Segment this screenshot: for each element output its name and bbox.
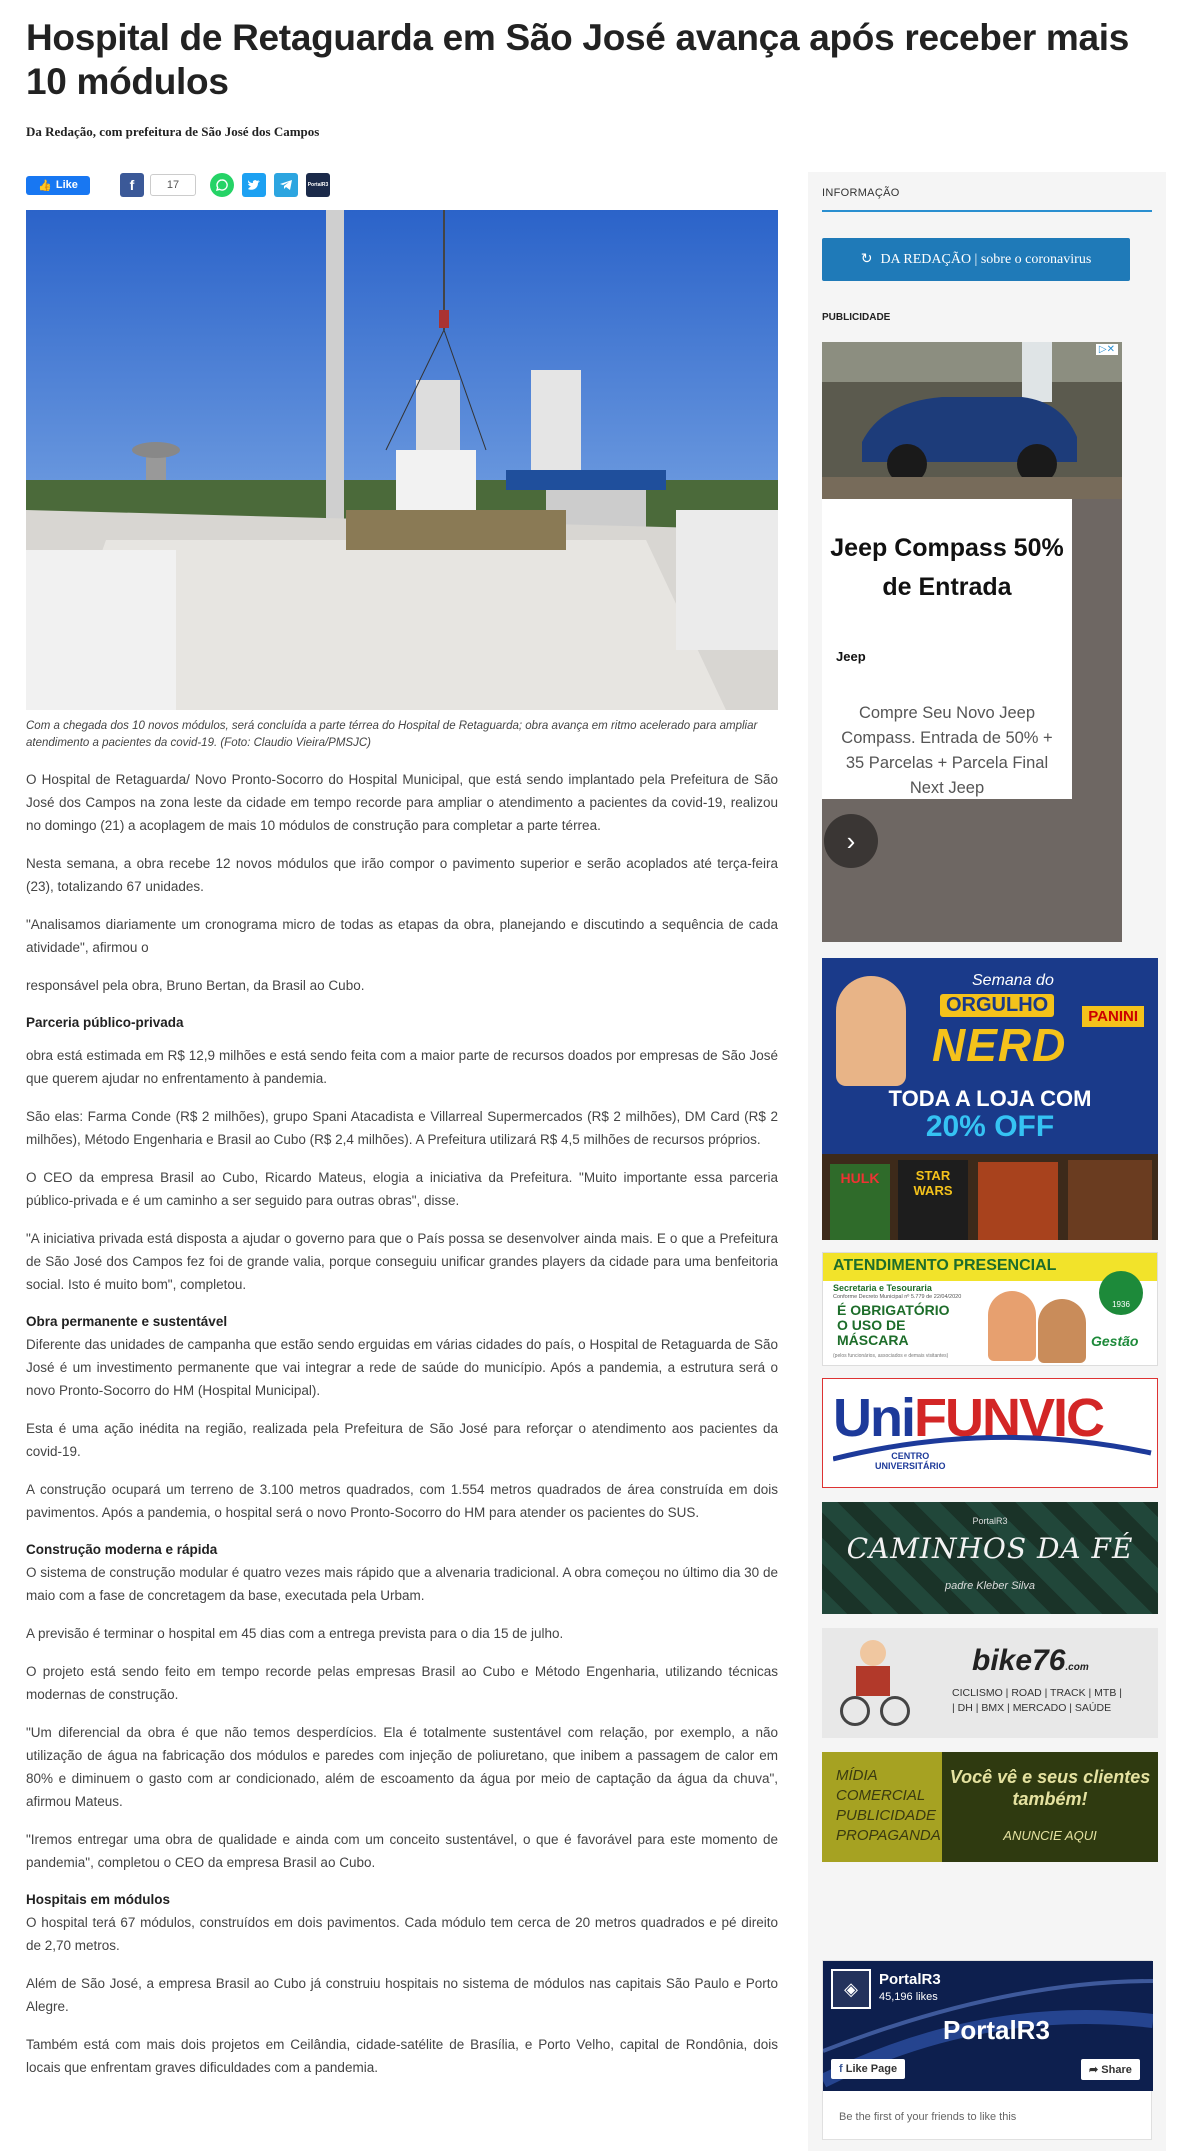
- midia-headline-line: também!: [1012, 1789, 1088, 1809]
- midia-left-text: [836, 1766, 941, 1846]
- paragraph: Além de São José, a empresa Brasil ao Cubo já construiu hospitais no sistema de módulos nas capitais São Paulo e Porto Alegre.: [26, 1976, 778, 2014]
- masked-person-icon: [1038, 1299, 1086, 1363]
- whatsapp-share-button[interactable]: [210, 173, 234, 197]
- share-arrow-icon: ➦: [1089, 2064, 1099, 2076]
- section-heading: Construção moderna e rápida: [26, 1542, 218, 1557]
- comic-cover: HULK: [830, 1164, 890, 1240]
- paragraph: O Hospital de Retaguarda/ Novo Pronto-Socorro do Hospital Municipal, que está sendo implantado pela Prefeitura de São José dos Campos na zona leste da cidade em tempo recorde para ampliar o atendimento a pacientes da covid-19, realizou no domingo (21) a acoplagem de mais 10 módulos de construção para completar a parte térrea.: [26, 772, 778, 833]
- share-count: 17: [150, 174, 196, 196]
- caminhos-da-fe-banner[interactable]: [822, 1502, 1158, 1614]
- share-bar: [26, 173, 330, 197]
- facebook-page-widget: [822, 1960, 1152, 2140]
- bike76-line: CICLISMO | ROAD | TRACK | MTB |: [952, 1687, 1122, 1699]
- paragraph: Também está com mais dois projetos em Ceilândia, cidade-satélite de Brasília, e Porto Velho, capital de Rondônia, dois locais que enfrentam graves dificuldades com a pandemia.: [26, 2037, 778, 2075]
- publicidade-label: PUBLICIDADE: [822, 312, 891, 323]
- thumbs-up-icon: 👍: [38, 179, 52, 192]
- paragraph: obra está estimada em R$ 12,9 milhões e está sendo feita com a maior parte de recursos doados por empresas de São José que querem ajudar no enfrentamento à pandemia.: [26, 1048, 778, 1086]
- paragraph: Nesta semana, a obra recebe 12 novos módulos que irão compor o pavimento superior e serão acoplados até terça-feira (23), totalizando 67 unidades.: [26, 856, 778, 894]
- panini-logo: PANINI: [1082, 1006, 1144, 1027]
- portalr3-avatar[interactable]: ◈: [831, 1969, 871, 2009]
- jeep-ad-description: Compre Seu Novo Jeep Compass. Entrada de 50% + 35 Parcelas + Parcela Final Next Jeep: [841, 704, 1053, 797]
- comic-cover: [1068, 1160, 1152, 1240]
- atendimento-presencial-banner[interactable]: [822, 1252, 1158, 1366]
- bike76-banner[interactable]: [822, 1628, 1158, 1738]
- paragraph: O sistema de construção modular é quatro vezes mais rápido que a alvenaria tradicional. A obra começou no último dia 30 de maio com a fase de concretagem da base, executada pela Urbam.: [26, 1565, 778, 1603]
- unifunvic-caption: [875, 1451, 946, 1471]
- article-body: [26, 768, 778, 2094]
- twitter-icon: [247, 179, 261, 191]
- midia-cta[interactable]: ANUNCIE AQUI: [1003, 1828, 1097, 1843]
- aten-title: ATENDIMENTO PRESENCIAL: [833, 1257, 1057, 1274]
- aten-subtitle: Secretaria e Tesouraria: [833, 1283, 932, 1293]
- section-heading: Parceria público-privada: [26, 1015, 184, 1030]
- nerd-banner-nerd: NERD: [932, 1019, 1067, 1071]
- section-heading: Hospitais em módulos: [26, 1892, 171, 1907]
- jeep-ad-brand: Jeep: [836, 649, 866, 664]
- fb-share-button[interactable]: [1081, 2059, 1140, 2080]
- jeep-card: [822, 499, 1072, 799]
- bike76-line: | DH | BMX | MERCADO | SAÚDE: [952, 1702, 1112, 1714]
- bike76-categories: [952, 1686, 1122, 1716]
- unifunvic-uni: Uni: [833, 1388, 914, 1448]
- paragraph: "Analisamos diariamente um cronograma micro de todas as etapas da obra, planejando e discutindo a sequência de cada atividade", afirmou o: [26, 917, 778, 955]
- nerd-mascot-icon: [836, 976, 906, 1086]
- jeep-photo: [822, 342, 1122, 499]
- aten-decree: Conforme Decreto Municipal nº 5.779 de 22/04/2020: [833, 1294, 962, 1300]
- bike76-logo: [972, 1644, 1089, 1678]
- paragraph: A construção ocupará um terreno de 3.100 metros quadrados, com 1.554 metros quadrados de área construída em dois pavimentos. Após a pandemia, o hospital será o novo Pronto-Socorro do HM para atender os pacientes do SUS.: [26, 1482, 778, 1520]
- cyclist-icon: [840, 1640, 910, 1730]
- facebook-share-button[interactable]: [120, 173, 144, 197]
- unifunvic-line: UNIVERSITÁRIO: [875, 1461, 946, 1471]
- article-photo: [26, 210, 778, 710]
- facebook-cover: [823, 1961, 1153, 2091]
- orgulho-nerd-banner[interactable]: [822, 958, 1158, 1240]
- paragraph: O projeto está sendo feito em tempo recorde pelas empresas Brasil ao Cubo e Método Engenharia, utilizando técnicas modernas de construção.: [26, 1664, 778, 1702]
- masked-person-icon: [988, 1291, 1036, 1361]
- midia-line: PROPAGANDA: [836, 1827, 941, 1844]
- paragraph: "A iniciativa privada está disposta a ajudar o governo para que o País possa se desenvolver ainda mais. E o que a Prefeitura de São José dos Campos fez foi de grande valia, porque conseguiu unificar grandes players da cidade para uma benfeitoria social. Isto é muito bom", completou.: [26, 1231, 778, 1292]
- page-title: Hospital de Retaguarda em São José avança após receber mais 10 módulos: [26, 17, 1130, 102]
- aten-message-line: O USO DE: [837, 1317, 906, 1333]
- caminhos-top: PortalR3: [972, 1516, 1008, 1526]
- seal-icon: [1099, 1271, 1143, 1315]
- fb-share-label: Share: [1101, 2064, 1132, 2076]
- nerd-banner-orgulho: ORGULHO: [940, 994, 1054, 1017]
- refresh-icon: ↻: [860, 252, 873, 267]
- whatsapp-icon: [215, 178, 229, 192]
- paragraph: O CEO da empresa Brasil ao Cubo, Ricardo Mateus, elogia a iniciativa da Prefeitura. "Muito importante essa parceria público-privada e é um caminho a ser seguido para outras obras", disse.: [26, 1170, 778, 1208]
- like-page-label: Like Page: [845, 2063, 898, 2075]
- midia-line: MÍDIA: [836, 1767, 878, 1784]
- chevron-right-icon: ›: [846, 825, 856, 856]
- byline: Da Redação, com prefeitura de São José dos Campos: [26, 124, 320, 139]
- aten-footnote: (pelos funcionários, associados e demais visitantes): [833, 1353, 949, 1359]
- facebook-icon: f: [129, 177, 135, 193]
- seal-year: 1936: [1112, 1300, 1130, 1309]
- paragraph: responsável pela obra, Bruno Bertan, da Brasil ao Cubo.: [26, 978, 365, 993]
- paragraph: O hospital terá 67 módulos, construídos em dois pavimentos. Cada módulo tem cerca de 20 metros quadrados e pé direito de 2,70 metros.: [26, 1915, 778, 1953]
- jeep-ad-title: Jeep Compass 50% de Entrada: [830, 534, 1064, 601]
- paragraph: "Um diferencial da obra é que não temos desperdícios. Ela é totalmente sustentável com relação, por exemplo, a não utilização de água na fabricação dos módulos e paredes com injeção de poliuretano, que inibem a passagem de calor em 80% e diminuem o gasto com ar condicionado, além de escoamento da água por meio de captação da água da chuva", afirmou Mateus.: [26, 1725, 778, 1809]
- caminhos-title: CAMINHOS DA FÉ: [846, 1532, 1134, 1565]
- paragraph: Esta é uma ação inédita na região, realizada pela Prefeitura de São José para reforçar o atendimento aos pacientes da covid-19.: [26, 1421, 778, 1459]
- gestao-logo: Gestão: [1091, 1333, 1139, 1349]
- fb-page-name[interactable]: PortalR3: [879, 1971, 941, 1988]
- midia-headline: [942, 1766, 1158, 1810]
- telegram-share-button[interactable]: [274, 173, 298, 197]
- midia-line: PUBLICIDADE: [836, 1807, 937, 1824]
- midia-banner[interactable]: [822, 1752, 1158, 1862]
- nerd-banner-top: Semana do: [972, 972, 1054, 989]
- telegram-icon: [279, 179, 293, 191]
- comic-cover: STAR WARS: [898, 1160, 968, 1240]
- aten-message-line: É OBRIGATÓRIO: [837, 1302, 950, 1318]
- photo-caption: Com a chegada dos 10 novos módulos, será concluída a parte térrea do Hospital de Retaguarda; obra avança em ritmo acelerado para ampliar atendimento a pacientes da covid-19. (Foto: Claudio Vieira/PMSJC): [26, 720, 758, 749]
- caminhos-subtitle: padre Kleber Silva: [945, 1580, 1035, 1592]
- jeep-ad[interactable]: [822, 342, 1122, 942]
- bike76-suffix: .com: [1065, 1662, 1089, 1673]
- sidebar: [808, 172, 1166, 2151]
- nerd-banner-offer-2: 20% OFF: [925, 1110, 1055, 1143]
- unifunvic-funvic: FUNVIC: [914, 1388, 1103, 1448]
- twitter-share-button[interactable]: [242, 173, 266, 197]
- adchoices-icon[interactable]: ▷✕: [1096, 344, 1118, 355]
- facebook-like-button[interactable]: [26, 176, 90, 195]
- paragraph: Diferente das unidades de campanha que estão sendo erguidas em várias cidades do país, o Hospital de Retaguarda de São José é um investimento permanente que vai integrar a rede de saúde do município. Após a pandemia, a estrutura será o novo Pronto-Socorro do HM (Hospital Municipal).: [26, 1337, 778, 1398]
- fb-like-page-button[interactable]: [831, 2059, 905, 2079]
- info-divider: [822, 210, 1152, 212]
- jeep-ad-next-button[interactable]: [824, 814, 878, 868]
- section-heading: Obra permanente e sustentável: [26, 1314, 228, 1329]
- paragraph: São elas: Farma Conde (R$ 2 milhões), grupo Spani Atacadista e Villarreal Supermercados (R$ 2 milhões), DM Card (R$ 2 milhões), Método Engenharia e Brasil ao Cubo (R$ 2,4 milhões). A Prefeitura utilizará R$ 4,5 milhões de recursos próprios.: [26, 1109, 778, 1147]
- aten-message: [837, 1303, 950, 1348]
- fb-page-likes: 45,196 likes: [879, 1991, 938, 2003]
- redacao-button-label: DA REDAÇÃO | sobre o coronavirus: [880, 251, 1092, 267]
- paragraph: A previsão é terminar o hospital em 45 dias com a entrega prevista para o dia 15 de julho.: [26, 1626, 564, 1641]
- portalr3-icon: PortalR3: [307, 182, 329, 188]
- facebook-icon: f: [839, 2063, 843, 2075]
- midia-headline-line: Você vê e seus clientes: [949, 1767, 1151, 1787]
- redacao-coronavirus-button[interactable]: [822, 238, 1130, 281]
- comic-cover: [978, 1162, 1058, 1240]
- like-label: Like: [55, 179, 78, 191]
- unifunvic-banner[interactable]: [822, 1378, 1158, 1488]
- info-label: INFORMAÇÃO: [822, 187, 900, 199]
- aten-message-line: MÁSCARA: [837, 1332, 909, 1348]
- portalr3-share-button[interactable]: [306, 173, 330, 197]
- nerd-banner-offer-1: TODA A LOJA COM: [888, 1086, 1092, 1111]
- fb-friends-text: Be the first of your friends to like this: [839, 2111, 1017, 2123]
- midia-line: COMERCIAL: [836, 1787, 926, 1804]
- portalr3-logo: PortalR3: [943, 2015, 1050, 2045]
- unifunvic-line: CENTRO: [891, 1451, 930, 1461]
- comics-strip: [822, 1154, 1158, 1240]
- paragraph: "Iremos entregar uma obra de qualidade e ainda com um conceito sustentável, o que é favorável para este momento de pandemia", completou o CEO da empresa Brasil ao Cubo.: [26, 1832, 778, 1870]
- bike76-brand: bike76: [972, 1644, 1066, 1677]
